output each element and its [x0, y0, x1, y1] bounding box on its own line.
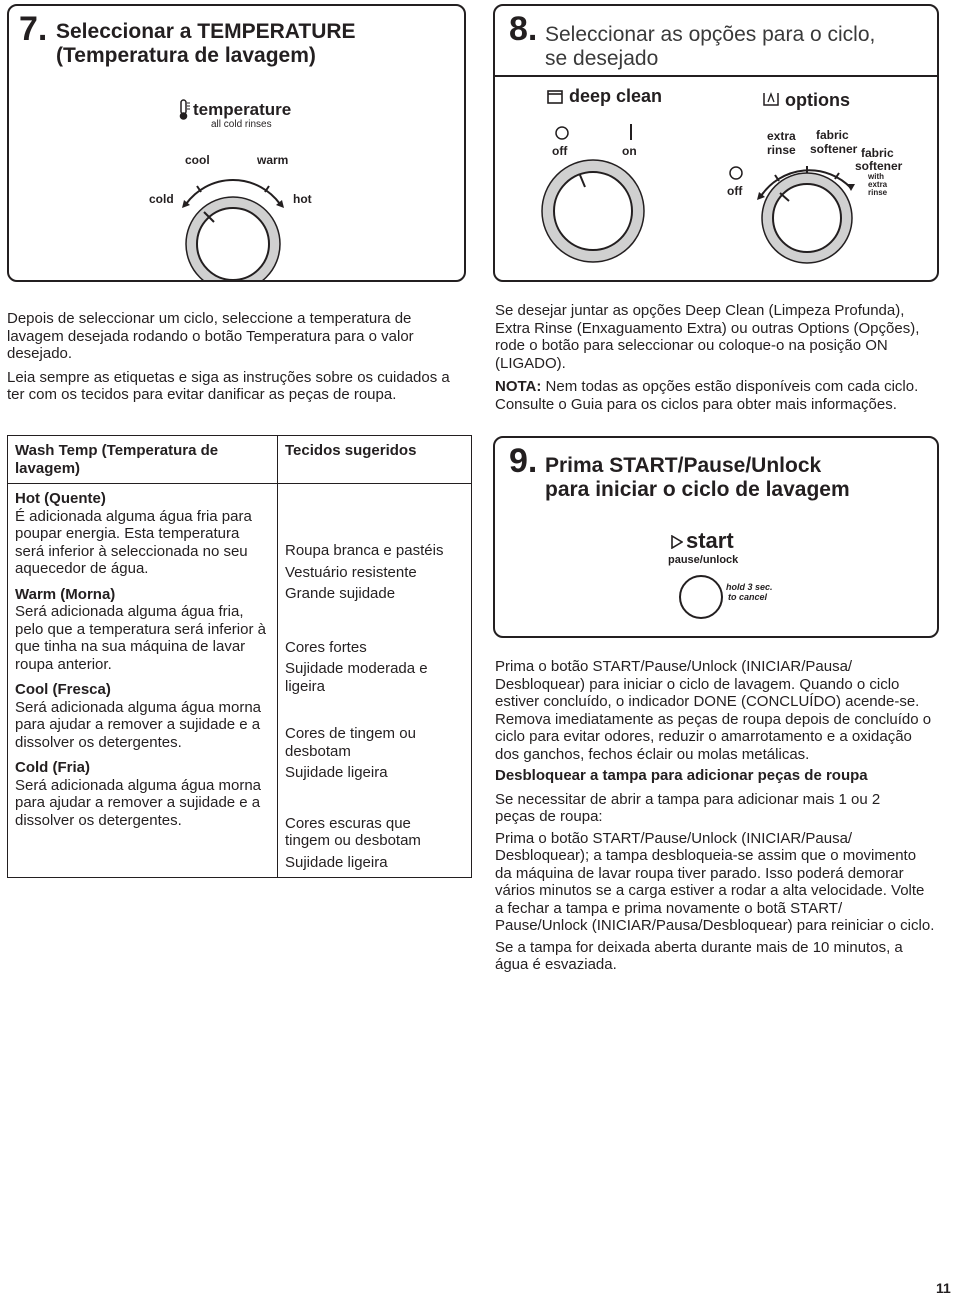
table-row	[8, 484, 472, 878]
play-icon	[671, 535, 683, 549]
temp-block-hot	[15, 490, 270, 578]
temp-block-cold	[15, 759, 270, 829]
temp-label-warm: warm	[257, 153, 289, 167]
table-cell-fabrics	[278, 484, 472, 878]
table-header-right	[278, 436, 472, 484]
fabric-item: Vestuário resistente	[285, 563, 417, 581]
temp-label-cold: cold	[149, 192, 174, 206]
right-lower-p3: Prima o botão START/Pause/Unlock (INICIAR/Pausa/ Desbloquear); a tampa desbloqueia-se assim que o movimento da máquina de lavar roupa tiver parado. Isso poderá demorar vários minutos se a carga estiver a rodar a alta velocidade. Volte a fechar a tampa e prima novamente o botã START/ Pause/Unlock (INICIAR/Pausa/Desbloquear) para reiniciar o ciclo.	[495, 829, 935, 934]
temp-label-cool: cool	[185, 153, 210, 167]
temperature-dial-sublabel: all cold rinses	[211, 119, 272, 130]
temp-block-cool	[15, 681, 270, 751]
options-label: options	[785, 90, 850, 110]
table-header-row	[8, 436, 472, 484]
right-lower-p1: Prima o botão START/Pause/Unlock (INICIAR/Pausa/ Desbloquear) para iniciar o ciclo de lavagem. Quando o ciclo estiver concluído, o indicador DONE (CONCLUÍDO) acende-se. Remova imediatamente as peças de roupa depois de concluído o ciclo para evitar odores, reduzir o amarrotamento e a oxidação dos ganchos, fechos éclair ou molas metálicas.	[495, 658, 932, 763]
deep-clean-on-label: on	[622, 144, 637, 158]
temp-title: Hot (Quente)	[15, 490, 106, 507]
fabric-item: Cores escuras que tingem ou desbotam	[285, 814, 421, 849]
options-fabric-softener-with-2: softener	[855, 159, 903, 173]
options-off-label: off	[727, 184, 743, 198]
step9-title-line2: para iniciar o ciclo de lavagem	[545, 478, 850, 501]
step7-number: 7.	[19, 10, 48, 48]
step8-title-line2: se desejado	[545, 47, 659, 70]
temp-desc: É adicionada alguma água fria para poupar energia. Esta temperatura será inferior à seleccionada no seu aquecedor de água.	[15, 507, 252, 577]
table-header-left	[8, 436, 278, 484]
step9-panel	[493, 436, 939, 638]
nota-label: NOTA:	[495, 378, 542, 395]
options-fabric-softener-2: softener	[810, 142, 858, 156]
hold-text-1: hold 3 sec.	[726, 582, 773, 592]
fabric-item: Sujidade ligeira	[285, 764, 388, 781]
wash-temp-table	[7, 435, 472, 878]
start-button-label: start	[686, 528, 734, 553]
step7-title-line2: (Temperatura de lavagem)	[56, 44, 316, 67]
left-intro	[7, 310, 462, 410]
fabric-item: Cores de tingem ou desbotam	[285, 725, 416, 760]
hold-text-2: to cancel	[728, 592, 768, 602]
right-intro-p1: Se desejar juntar as opções Deep Clean (Limpeza Profunda), Extra Rinse (Enxaguamento Extra) ou outras Options (Opções), rode o botão para seleccionar ou coloque-o na posição ON (LIGADO).	[495, 302, 920, 372]
right-lower-p4: Se a tampa for deixada aberta durante mais de 10 minutos, a água é esvaziada.	[495, 938, 903, 973]
temperature-dial-label: temperature	[193, 100, 292, 119]
options-fabric-softener-1: fabric	[816, 128, 849, 142]
step9-title-line1: Prima START/Pause/Unlock	[545, 454, 822, 477]
step8-number: 8.	[509, 10, 538, 48]
temp-title: Warm (Morna)	[15, 585, 116, 603]
nota-text: Nem todas as opções estão disponíveis com cada ciclo. Consulte o Guia para os ciclos para obter mais informações.	[495, 378, 919, 413]
left-intro-p2: Leia sempre as etiquetas e siga as instruções sobre os cuidados a ter com os tecidos para evitar danificar as peças de roupa.	[7, 368, 450, 403]
options-extra-rinse-1: extra	[767, 129, 796, 143]
temp-title: Cool (Fresca)	[15, 681, 111, 698]
temp-desc: Será adicionada alguma água fria, pelo que a temperatura será inferior à que tinha na sua máquina de lavar roupa anterior.	[15, 603, 266, 673]
page-number: 11	[936, 1280, 951, 1296]
options-extra-rinse-2: rinse	[767, 143, 796, 157]
left-intro-p1: Depois de seleccionar um ciclo, seleccione a temperatura de lavagem desejada rodando o botão Temperatura para o valor desejado.	[7, 310, 414, 362]
fabric-item: Grande sujidade	[285, 585, 396, 602]
options-fabric-softener-with-3: with	[868, 172, 884, 181]
unlock-heading: Desbloquear a tampa para adicionar peças de roupa	[495, 767, 868, 784]
temp-title: Cold (Fria)	[15, 759, 90, 776]
right-intro	[495, 302, 935, 419]
options-icon	[763, 90, 779, 106]
start-button-sublabel: pause/unlock	[668, 554, 739, 566]
step8-title-line1: Seleccionar as opções para o ciclo,	[545, 23, 876, 46]
options-fabric-softener-with-1: fabric	[861, 146, 894, 160]
step8-panel	[493, 4, 939, 282]
step7-title-line1: Seleccionar a TEMPERATURE	[56, 20, 356, 43]
fabric-item: Cores fortes	[285, 638, 367, 656]
step9-number: 9.	[509, 442, 538, 480]
temperature-dial[interactable]	[164, 164, 304, 280]
options-fabric-softener-with-4: extra	[868, 180, 888, 189]
deep-clean-dial[interactable]	[540, 158, 646, 264]
deep-clean-off-indicator	[555, 126, 569, 140]
right-intro-nota	[495, 378, 935, 413]
table-cell-temp	[8, 484, 278, 878]
deep-clean-icon	[547, 90, 563, 104]
options-dial[interactable]	[747, 158, 877, 268]
right-lower-p2: Se necessitar de abrir a tampa para adicionar mais 1 ou 2 peças de roupa:	[495, 790, 881, 825]
temp-desc: Será adicionada alguma água morna para ajudar a remover a sujidade e a dissolver os detergentes.	[15, 776, 261, 829]
temp-label-hot: hot	[293, 192, 312, 206]
fabric-item: Sujidade moderada e ligeira	[285, 660, 428, 695]
table-header-right-text: Tecidos sugeridos	[285, 442, 417, 459]
options-fabric-softener-with-5: rinse	[868, 188, 888, 197]
deep-clean-off-label: off	[552, 144, 568, 158]
start-button[interactable]	[678, 574, 724, 620]
table-header-left-text: Wash Temp (Temperatura de lavagem)	[15, 442, 219, 477]
fabric-item: Sujidade ligeira	[285, 853, 388, 871]
right-lower	[495, 658, 935, 980]
fabric-item: Roupa branca e pastéis	[285, 542, 444, 559]
step7-panel	[7, 4, 466, 282]
deep-clean-label: deep clean	[569, 86, 663, 106]
temp-desc: Será adicionada alguma água morna para ajudar a remover a sujidade e a dissolver os detergentes.	[15, 698, 261, 751]
options-off-indicator	[729, 166, 743, 180]
thermometer-icon	[177, 99, 191, 121]
temp-block-warm	[15, 586, 270, 674]
deep-clean-on-indicator	[629, 124, 633, 140]
